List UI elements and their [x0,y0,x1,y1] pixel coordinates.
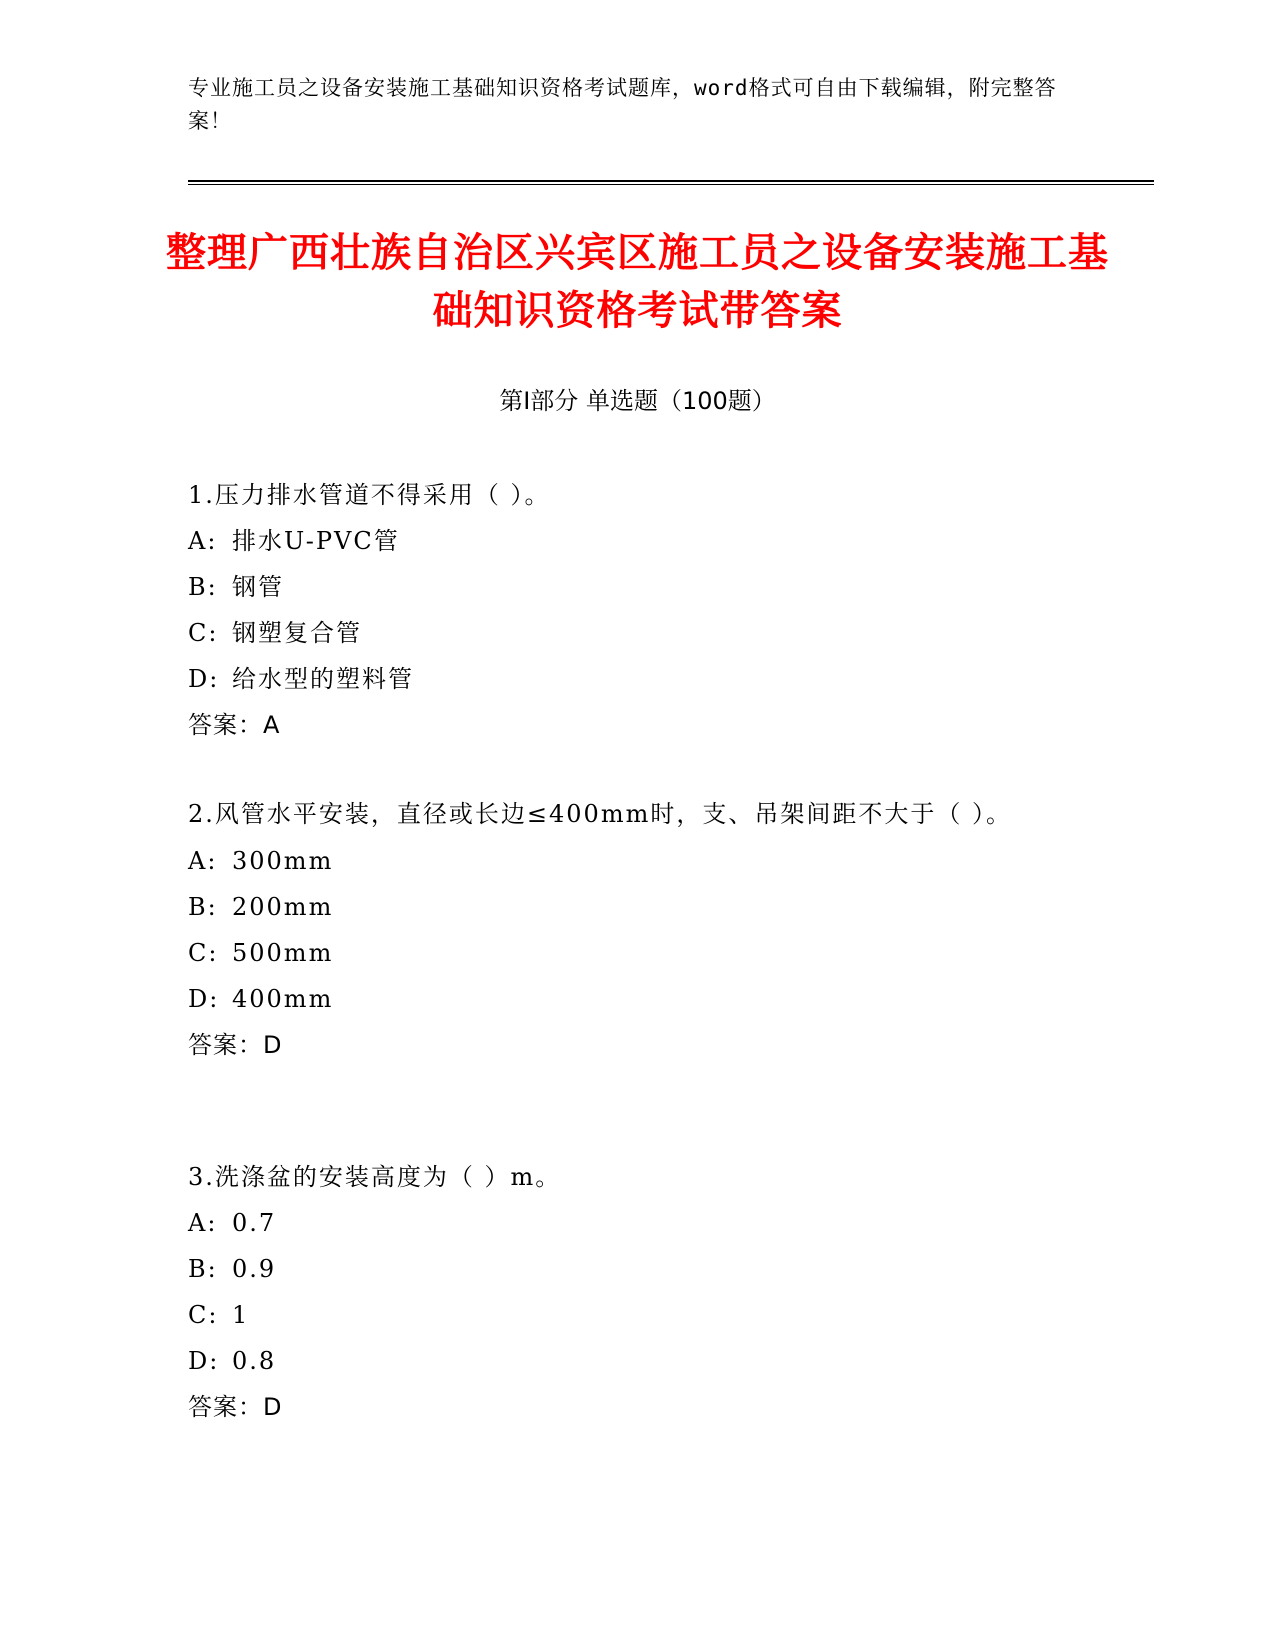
option-label: B: [188,1255,218,1283]
section-title: 第Ⅰ部分 单选题（100题） [499,387,776,415]
option-b [188,1246,1088,1292]
option-label: B: [188,893,218,921]
option-b [188,884,1088,930]
option-text: 1 [232,1301,250,1329]
option-text: 400mm [232,985,334,1013]
option-label: A: [188,847,218,875]
option-label: D: [188,665,220,693]
option-b [188,564,1088,610]
option-text: 0.9 [232,1255,277,1283]
question-text: 1.压力排水管道不得采用（ ）。 [188,481,551,509]
option-label: A: [188,527,218,555]
option-label: D: [188,985,220,1013]
option-d [188,1338,1088,1384]
question-text: 2.风管水平安装，直径或长边≤400mm时，支、吊架间距不大于（ ）。 [188,800,1012,828]
option-label: C: [188,939,219,967]
question-block [188,472,1088,748]
option-c [188,1292,1088,1338]
option-text: 0.7 [232,1209,277,1237]
option-a [188,1200,1088,1246]
option-label: B: [188,573,218,601]
option-d [188,976,1088,1022]
answer-line: 答案：D [188,1393,283,1421]
option-text: 给水型的塑料管 [232,665,414,693]
answer-line: 答案：A [188,711,281,739]
option-a [188,838,1088,884]
option-d [188,656,1088,702]
header-divider-thin [188,184,1154,185]
option-c [188,930,1088,976]
option-text: 500mm [232,939,334,967]
document-title: 整理广西壮族自治区兴宾区施工员之设备安装施工基础知识资格考试带答案 [166,230,1109,334]
option-text: 钢塑复合管 [232,619,362,647]
question-block [188,1154,1088,1430]
header-description: 专业施工员之设备安装施工基础知识资格考试题库，word格式可自由下载编辑，附完整答案！ [188,76,1057,133]
option-text: 200mm [232,893,334,921]
option-label: D: [188,1347,220,1375]
answer-line: 答案：D [188,1031,283,1059]
option-a [188,518,1088,564]
option-text: 排水U-PVC管 [232,527,400,555]
option-label: C: [188,1301,219,1329]
question-block [188,790,1088,1068]
option-label: C: [188,619,219,647]
option-text: 300mm [232,847,334,875]
option-text: 钢管 [232,573,284,601]
header-divider-thick [188,180,1154,182]
option-text: 0.8 [232,1347,277,1375]
question-text: 3.洗涤盆的安装高度为（ ）m。 [188,1163,562,1191]
option-c [188,610,1088,656]
option-label: A: [188,1209,218,1237]
